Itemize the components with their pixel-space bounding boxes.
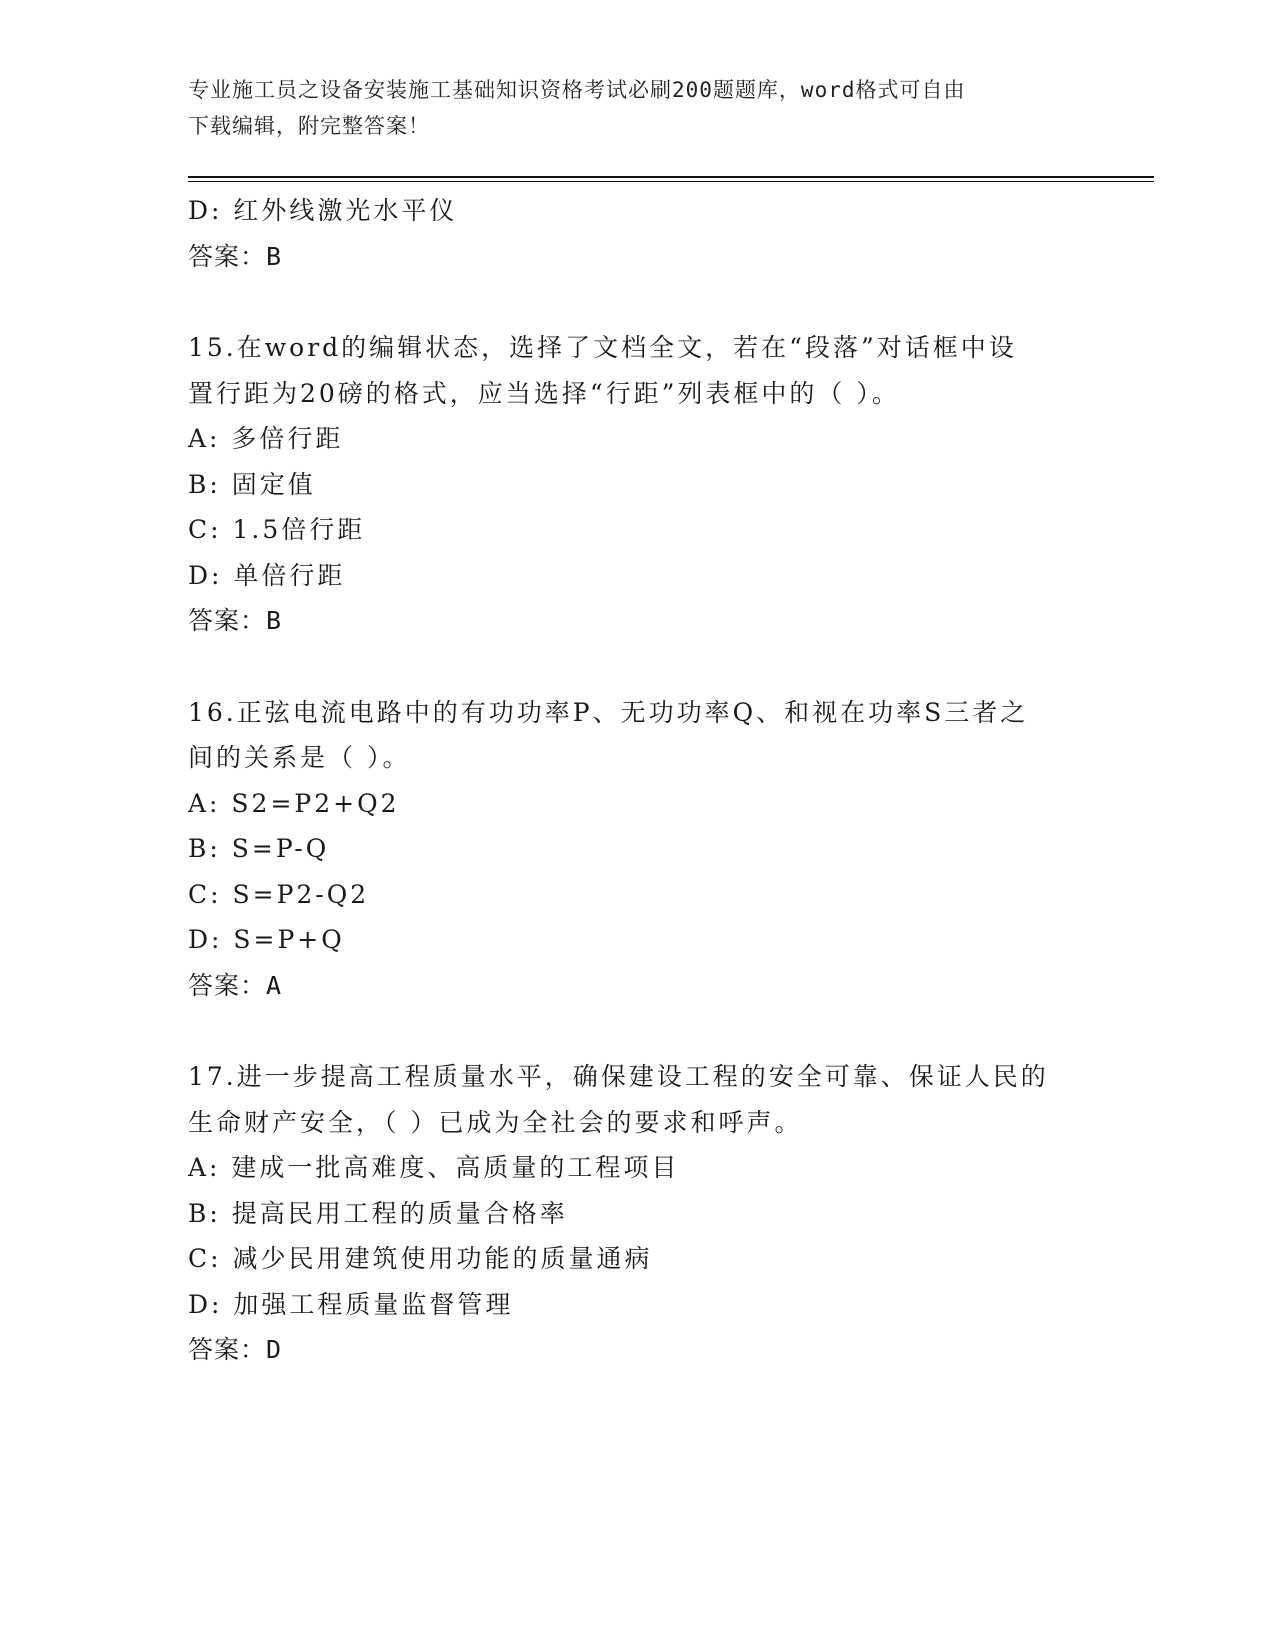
option-c: C: S=P2-Q2 <box>188 879 370 909</box>
spacer <box>188 279 1088 325</box>
option-c: C: 1.5倍行距 <box>188 515 366 544</box>
spacer <box>188 1008 1088 1054</box>
option-a: A: S2=P2+Q2 <box>188 788 400 818</box>
option-d: D: S=P+Q <box>188 925 345 954</box>
option-d: D: 单倍行距 <box>188 560 346 590</box>
header-divider-thick <box>188 176 1154 178</box>
answer-line: 答案：D <box>188 1335 283 1364</box>
header-title-line-1: 专业施工员之设备安装施工基础知识资格考试必刷200题题库，word格式可自由 <box>188 78 966 102</box>
question-stem-line-2: 生命财产安全，（ ）已成为全社会的要求和呼声。 <box>188 1107 803 1137</box>
answer-line: 答案：B <box>188 241 283 271</box>
spacer <box>188 644 1088 690</box>
question-stem-line-2: 间的关系是（ ）。 <box>188 743 411 772</box>
question-stem-line-2: 置行距为20磅的格式，应当选择“行距”列表框中的（ ）。 <box>188 378 900 408</box>
question-block-16 <box>188 690 1088 1009</box>
option-c: C: 减少民用建筑使用功能的质量通病 <box>188 1244 653 1273</box>
question-block-14-tail <box>188 188 1088 279</box>
option-d: D: 红外线激光水平仪 <box>188 196 458 225</box>
option-b: B: 固定值 <box>188 469 316 499</box>
question-stem-line-1: 16.正弦电流电路中的有功功率P、无功功率Q、和视在功率S三者之 <box>188 697 1029 727</box>
option-b: B: 提高民用工程的质量合格率 <box>188 1198 568 1228</box>
question-block-15 <box>188 325 1088 644</box>
question-block-17 <box>188 1054 1088 1373</box>
page-header <box>188 72 1068 144</box>
option-b: B: S=P-Q <box>188 834 330 863</box>
header-title-line-2: 下载编辑，附完整答案！ <box>188 114 430 138</box>
answer-line: 答案：B <box>188 606 283 635</box>
answer-line: 答案：A <box>188 970 283 1000</box>
header-divider-thin <box>188 181 1154 182</box>
option-a: A: 建成一批高难度、高质量的工程项目 <box>188 1153 680 1182</box>
question-list <box>188 188 1088 1373</box>
option-d: D: 加强工程质量监督管理 <box>188 1289 514 1319</box>
option-a: A: 多倍行距 <box>188 424 344 453</box>
question-stem-line-1: 15.在word的编辑状态，选择了文档全文，若在“段落”对话框中设 <box>188 333 1017 362</box>
question-stem-line-1: 17.进一步提高工程质量水平，确保建设工程的安全可靠、保证人民的 <box>188 1062 1049 1091</box>
